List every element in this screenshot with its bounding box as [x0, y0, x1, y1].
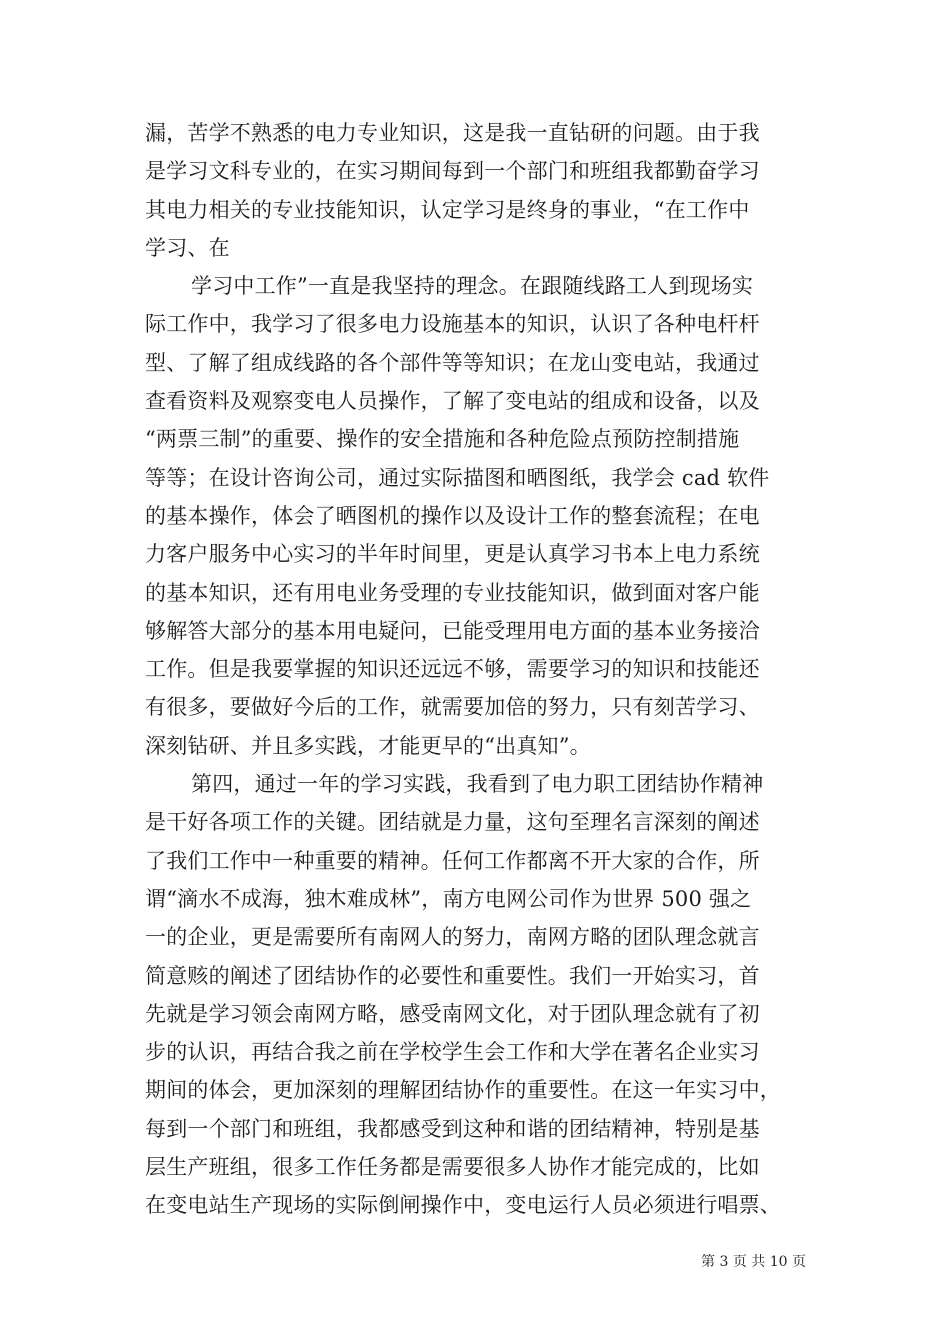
text-line: 有很多，要做好今后的工作，就需要加倍的努力，只有刻苦学习、 — [145, 695, 760, 720]
text-line: 的基本知识，还有用电业务受理的专业技能知识，做到面对客户能 — [145, 580, 760, 605]
text-line: 先就是学习领会南网方略，感受南网文化，对于团队理念就有了初 — [145, 1001, 760, 1026]
text-line: 工作。但是我要掌握的知识还远远不够，需要学习的知识和技能还 — [145, 657, 760, 682]
text-line: 了我们工作中一种重要的精神。任何工作都离不开大家的合作，所 — [145, 848, 760, 873]
text-line: 漏，苦学不熟悉的电力专业知识，这是我一直钻研的问题。由于我 — [145, 121, 760, 145]
text-line: 是干好各项工作的关键。团结就是力量，这句至理名言深刻的阐述 — [145, 810, 760, 835]
text-line: 学习、在 — [145, 235, 230, 260]
text-line: “两票三制”的重要、操作的安全措施和各种危险点预防控制措施 — [145, 427, 740, 452]
text-line: 深刻钻研、并且多实践，才能更早的“出真知”。 — [145, 733, 591, 758]
text-line: 等等；在设计咨询公司，通过实际描图和晒图纸，我学会 cad 软件 — [145, 465, 770, 490]
text-line: 谓“滴水不成海，独木难成林”，南方电网公司作为世界 500 强之 — [145, 886, 752, 911]
text-line: 第四，通过一年的学习实践，我看到了电力职工团结协作精神 — [191, 772, 764, 797]
text-line: 够解答大部分的基本用电疑问，已能受理用电方面的基本业务接洽 — [145, 618, 760, 643]
body-text — [145, 114, 815, 1225]
text-line: 在变电站生产现场的实际倒闸操作中，变电运行人员必须进行唱票、 — [145, 1193, 781, 1218]
text-line: 型、了解了组成线路的各个部件等等知识；在龙山变电站，我通过 — [145, 350, 760, 375]
text-line: 是学习文科专业的，在实习期间每到一个部门和班组我都勤奋学习 — [145, 159, 760, 184]
text-line: 际工作中，我学习了很多电力设施基本的知识，认识了各种电杆杆 — [145, 312, 760, 337]
text-line: 简意赅的阐述了团结协作的必要性和重要性。我们一开始实习，首 — [145, 963, 760, 988]
text-line: 期间的体会，更加深刻的理解团结协作的重要性。在这一年实习中， — [145, 1078, 781, 1103]
text-line: 的基本操作，体会了晒图机的操作以及设计工作的整套流程；在电 — [145, 503, 760, 528]
page-number: 第 3 页 共 10 页 — [701, 1254, 806, 1270]
text-line: 每到一个部门和班组，我都感受到这种和谐的团结精神，特别是基 — [145, 1116, 760, 1141]
text-line: 步的认识，再结合我之前在学校学生会工作和大学在著名企业实习 — [145, 1040, 760, 1065]
text-line: 查看资料及观察变电人员操作，了解了变电站的组成和设备，以及 — [145, 389, 760, 414]
text-line: 一的企业，更是需要所有南网人的努力，南网方略的团队理念就言 — [145, 925, 760, 950]
text-line: 力客户服务中心实习的半年时间里，更是认真学习书本上电力系统 — [145, 542, 760, 567]
text-line: 其电力相关的专业技能知识，认定学习是终身的事业，“在工作中 — [145, 197, 750, 222]
text-line: 学习中工作”一直是我坚持的理念。在跟随线路工人到现场实 — [191, 274, 754, 299]
text-line: 层生产班组，很多工作任务都是需要很多人协作才能完成的，比如 — [145, 1155, 760, 1180]
